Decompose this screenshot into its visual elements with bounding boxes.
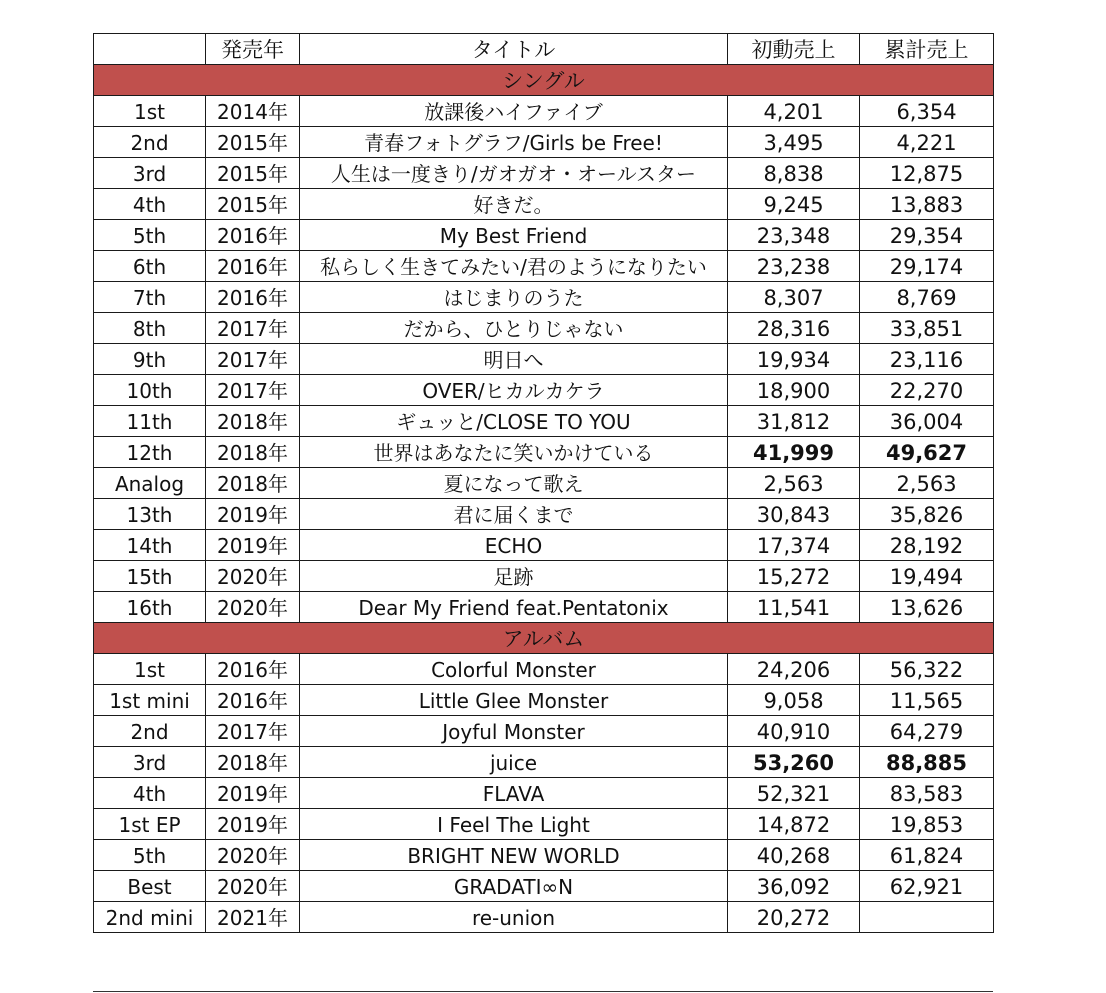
release-title-cell: 好きだ。: [300, 189, 728, 220]
release-title-cell: 放課後ハイファイブ: [300, 96, 728, 127]
release-year-cell: 2018年: [206, 747, 300, 778]
album-row: [94, 685, 994, 716]
release-title-cell: GRADATI∞N: [300, 871, 728, 902]
album-row: [94, 840, 994, 871]
album-row: [94, 747, 994, 778]
total-sales-cell: 35,826: [860, 499, 994, 530]
table-body: [94, 65, 994, 933]
total-sales-cell: 12,875: [860, 158, 994, 189]
header-year: 発売年: [206, 34, 300, 65]
release-number-cell: 2nd mini: [94, 902, 206, 933]
first-week-sales-cell: 3,495: [728, 127, 860, 158]
total-sales-cell: [860, 902, 994, 933]
release-year-cell: 2016年: [206, 220, 300, 251]
release-title-cell: Colorful Monster: [300, 654, 728, 685]
release-number-cell: 8th: [94, 313, 206, 344]
release-year-cell: 2014年: [206, 96, 300, 127]
release-number-cell: 14th: [94, 530, 206, 561]
first-week-sales-cell: 2,563: [728, 468, 860, 499]
release-year-cell: 2016年: [206, 654, 300, 685]
first-week-sales-cell: 9,245: [728, 189, 860, 220]
release-number-cell: 3rd: [94, 158, 206, 189]
release-number-cell: 9th: [94, 344, 206, 375]
release-year-cell: 2017年: [206, 375, 300, 406]
single-row: [94, 561, 994, 592]
total-sales-cell: 56,322: [860, 654, 994, 685]
single-row: [94, 375, 994, 406]
section-singles-label: シングル: [94, 65, 994, 96]
release-year-cell: 2020年: [206, 840, 300, 871]
total-sales-cell: 62,921: [860, 871, 994, 902]
first-week-sales-cell: 52,321: [728, 778, 860, 809]
total-sales-cell: 19,853: [860, 809, 994, 840]
first-week-sales-cell: 36,092: [728, 871, 860, 902]
first-week-sales-cell: 8,307: [728, 282, 860, 313]
single-row: [94, 344, 994, 375]
release-number-cell: 5th: [94, 840, 206, 871]
release-title-cell: BRIGHT NEW WORLD: [300, 840, 728, 871]
first-week-sales-cell: 17,374: [728, 530, 860, 561]
release-year-cell: 2021年: [206, 902, 300, 933]
release-title-cell: My Best Friend: [300, 220, 728, 251]
release-title-cell: OVER/ヒカルカケラ: [300, 375, 728, 406]
header-first-week: 初動売上: [728, 34, 860, 65]
total-sales-cell: 11,565: [860, 685, 994, 716]
first-week-sales-cell: 30,843: [728, 499, 860, 530]
release-number-cell: 1st: [94, 96, 206, 127]
first-week-sales-cell: 20,272: [728, 902, 860, 933]
single-row: [94, 220, 994, 251]
single-row: [94, 158, 994, 189]
single-row: [94, 592, 994, 623]
release-title-cell: 夏になって歌え: [300, 468, 728, 499]
bottom-divider: [93, 991, 993, 992]
single-row: [94, 251, 994, 282]
total-sales-cell: 8,769: [860, 282, 994, 313]
album-row: [94, 902, 994, 933]
first-week-sales-cell: 40,910: [728, 716, 860, 747]
first-week-sales-cell: 11,541: [728, 592, 860, 623]
single-row: [94, 313, 994, 344]
release-number-cell: 12th: [94, 437, 206, 468]
release-title-cell: だから、ひとりじゃない: [300, 313, 728, 344]
album-row: [94, 778, 994, 809]
release-title-cell: ギュッと/CLOSE TO YOU: [300, 406, 728, 437]
total-sales-cell: 28,192: [860, 530, 994, 561]
section-albums: [94, 623, 994, 654]
album-row: [94, 654, 994, 685]
single-row: [94, 189, 994, 220]
first-week-sales-cell: 40,268: [728, 840, 860, 871]
header-row: [94, 34, 994, 65]
release-number-cell: 13th: [94, 499, 206, 530]
section-albums-label: アルバム: [94, 623, 994, 654]
release-year-cell: 2018年: [206, 468, 300, 499]
release-number-cell: Best: [94, 871, 206, 902]
first-week-sales-cell: 19,934: [728, 344, 860, 375]
total-sales-cell: 88,885: [860, 747, 994, 778]
release-year-cell: 2020年: [206, 592, 300, 623]
first-week-sales-cell: 41,999: [728, 437, 860, 468]
total-sales-cell: 22,270: [860, 375, 994, 406]
single-row: [94, 499, 994, 530]
single-row: [94, 468, 994, 499]
first-week-sales-cell: 23,348: [728, 220, 860, 251]
release-number-cell: 10th: [94, 375, 206, 406]
release-title-cell: juice: [300, 747, 728, 778]
first-week-sales-cell: 28,316: [728, 313, 860, 344]
total-sales-cell: 2,563: [860, 468, 994, 499]
release-year-cell: 2015年: [206, 127, 300, 158]
total-sales-cell: 33,851: [860, 313, 994, 344]
first-week-sales-cell: 53,260: [728, 747, 860, 778]
total-sales-cell: 64,279: [860, 716, 994, 747]
release-number-cell: 2nd: [94, 716, 206, 747]
header-total: 累計売上: [860, 34, 994, 65]
first-week-sales-cell: 31,812: [728, 406, 860, 437]
release-number-cell: 1st mini: [94, 685, 206, 716]
release-year-cell: 2019年: [206, 530, 300, 561]
release-title-cell: ECHO: [300, 530, 728, 561]
total-sales-cell: 19,494: [860, 561, 994, 592]
header-title: タイトル: [300, 34, 728, 65]
first-week-sales-cell: 14,872: [728, 809, 860, 840]
release-number-cell: 4th: [94, 778, 206, 809]
total-sales-cell: 49,627: [860, 437, 994, 468]
release-title-cell: 君に届くまで: [300, 499, 728, 530]
release-year-cell: 2016年: [206, 251, 300, 282]
release-title-cell: Little Glee Monster: [300, 685, 728, 716]
sales-table: [93, 33, 994, 933]
single-row: [94, 530, 994, 561]
first-week-sales-cell: 9,058: [728, 685, 860, 716]
release-title-cell: 世界はあなたに笑いかけている: [300, 437, 728, 468]
release-number-cell: 15th: [94, 561, 206, 592]
release-title-cell: 明日へ: [300, 344, 728, 375]
first-week-sales-cell: 18,900: [728, 375, 860, 406]
single-row: [94, 437, 994, 468]
total-sales-cell: 4,221: [860, 127, 994, 158]
release-year-cell: 2020年: [206, 871, 300, 902]
release-number-cell: 3rd: [94, 747, 206, 778]
release-number-cell: 7th: [94, 282, 206, 313]
release-year-cell: 2019年: [206, 778, 300, 809]
release-number-cell: 16th: [94, 592, 206, 623]
release-year-cell: 2020年: [206, 561, 300, 592]
release-number-cell: 6th: [94, 251, 206, 282]
release-year-cell: 2019年: [206, 499, 300, 530]
release-title-cell: 足跡: [300, 561, 728, 592]
release-number-cell: 5th: [94, 220, 206, 251]
release-number-cell: Analog: [94, 468, 206, 499]
first-week-sales-cell: 24,206: [728, 654, 860, 685]
release-year-cell: 2015年: [206, 158, 300, 189]
release-number-cell: 1st: [94, 654, 206, 685]
release-number-cell: 2nd: [94, 127, 206, 158]
single-row: [94, 406, 994, 437]
release-title-cell: 私らしく生きてみたい/君のようになりたい: [300, 251, 728, 282]
first-week-sales-cell: 23,238: [728, 251, 860, 282]
first-week-sales-cell: 8,838: [728, 158, 860, 189]
album-row: [94, 871, 994, 902]
release-title-cell: はじまりのうた: [300, 282, 728, 313]
total-sales-cell: 6,354: [860, 96, 994, 127]
single-row: [94, 282, 994, 313]
release-title-cell: Joyful Monster: [300, 716, 728, 747]
release-title-cell: I Feel The Light: [300, 809, 728, 840]
release-title-cell: re-union: [300, 902, 728, 933]
release-year-cell: 2017年: [206, 344, 300, 375]
release-year-cell: 2017年: [206, 313, 300, 344]
release-year-cell: 2019年: [206, 809, 300, 840]
release-title-cell: 人生は一度きり/ガオガオ・オールスター: [300, 158, 728, 189]
release-title-cell: 青春フォトグラフ/Girls be Free!: [300, 127, 728, 158]
release-year-cell: 2017年: [206, 716, 300, 747]
release-title-cell: Dear My Friend feat.Pentatonix: [300, 592, 728, 623]
total-sales-cell: 29,354: [860, 220, 994, 251]
total-sales-cell: 23,116: [860, 344, 994, 375]
release-year-cell: 2016年: [206, 685, 300, 716]
album-row: [94, 716, 994, 747]
release-number-cell: 4th: [94, 189, 206, 220]
release-year-cell: 2015年: [206, 189, 300, 220]
header-no: [94, 34, 206, 65]
release-number-cell: 1st EP: [94, 809, 206, 840]
single-row: [94, 127, 994, 158]
release-number-cell: 11th: [94, 406, 206, 437]
first-week-sales-cell: 4,201: [728, 96, 860, 127]
release-year-cell: 2016年: [206, 282, 300, 313]
release-year-cell: 2018年: [206, 406, 300, 437]
section-singles: [94, 65, 994, 96]
first-week-sales-cell: 15,272: [728, 561, 860, 592]
total-sales-cell: 13,626: [860, 592, 994, 623]
album-row: [94, 809, 994, 840]
total-sales-cell: 36,004: [860, 406, 994, 437]
total-sales-cell: 83,583: [860, 778, 994, 809]
total-sales-cell: 61,824: [860, 840, 994, 871]
single-row: [94, 96, 994, 127]
total-sales-cell: 29,174: [860, 251, 994, 282]
total-sales-cell: 13,883: [860, 189, 994, 220]
release-title-cell: FLAVA: [300, 778, 728, 809]
release-year-cell: 2018年: [206, 437, 300, 468]
